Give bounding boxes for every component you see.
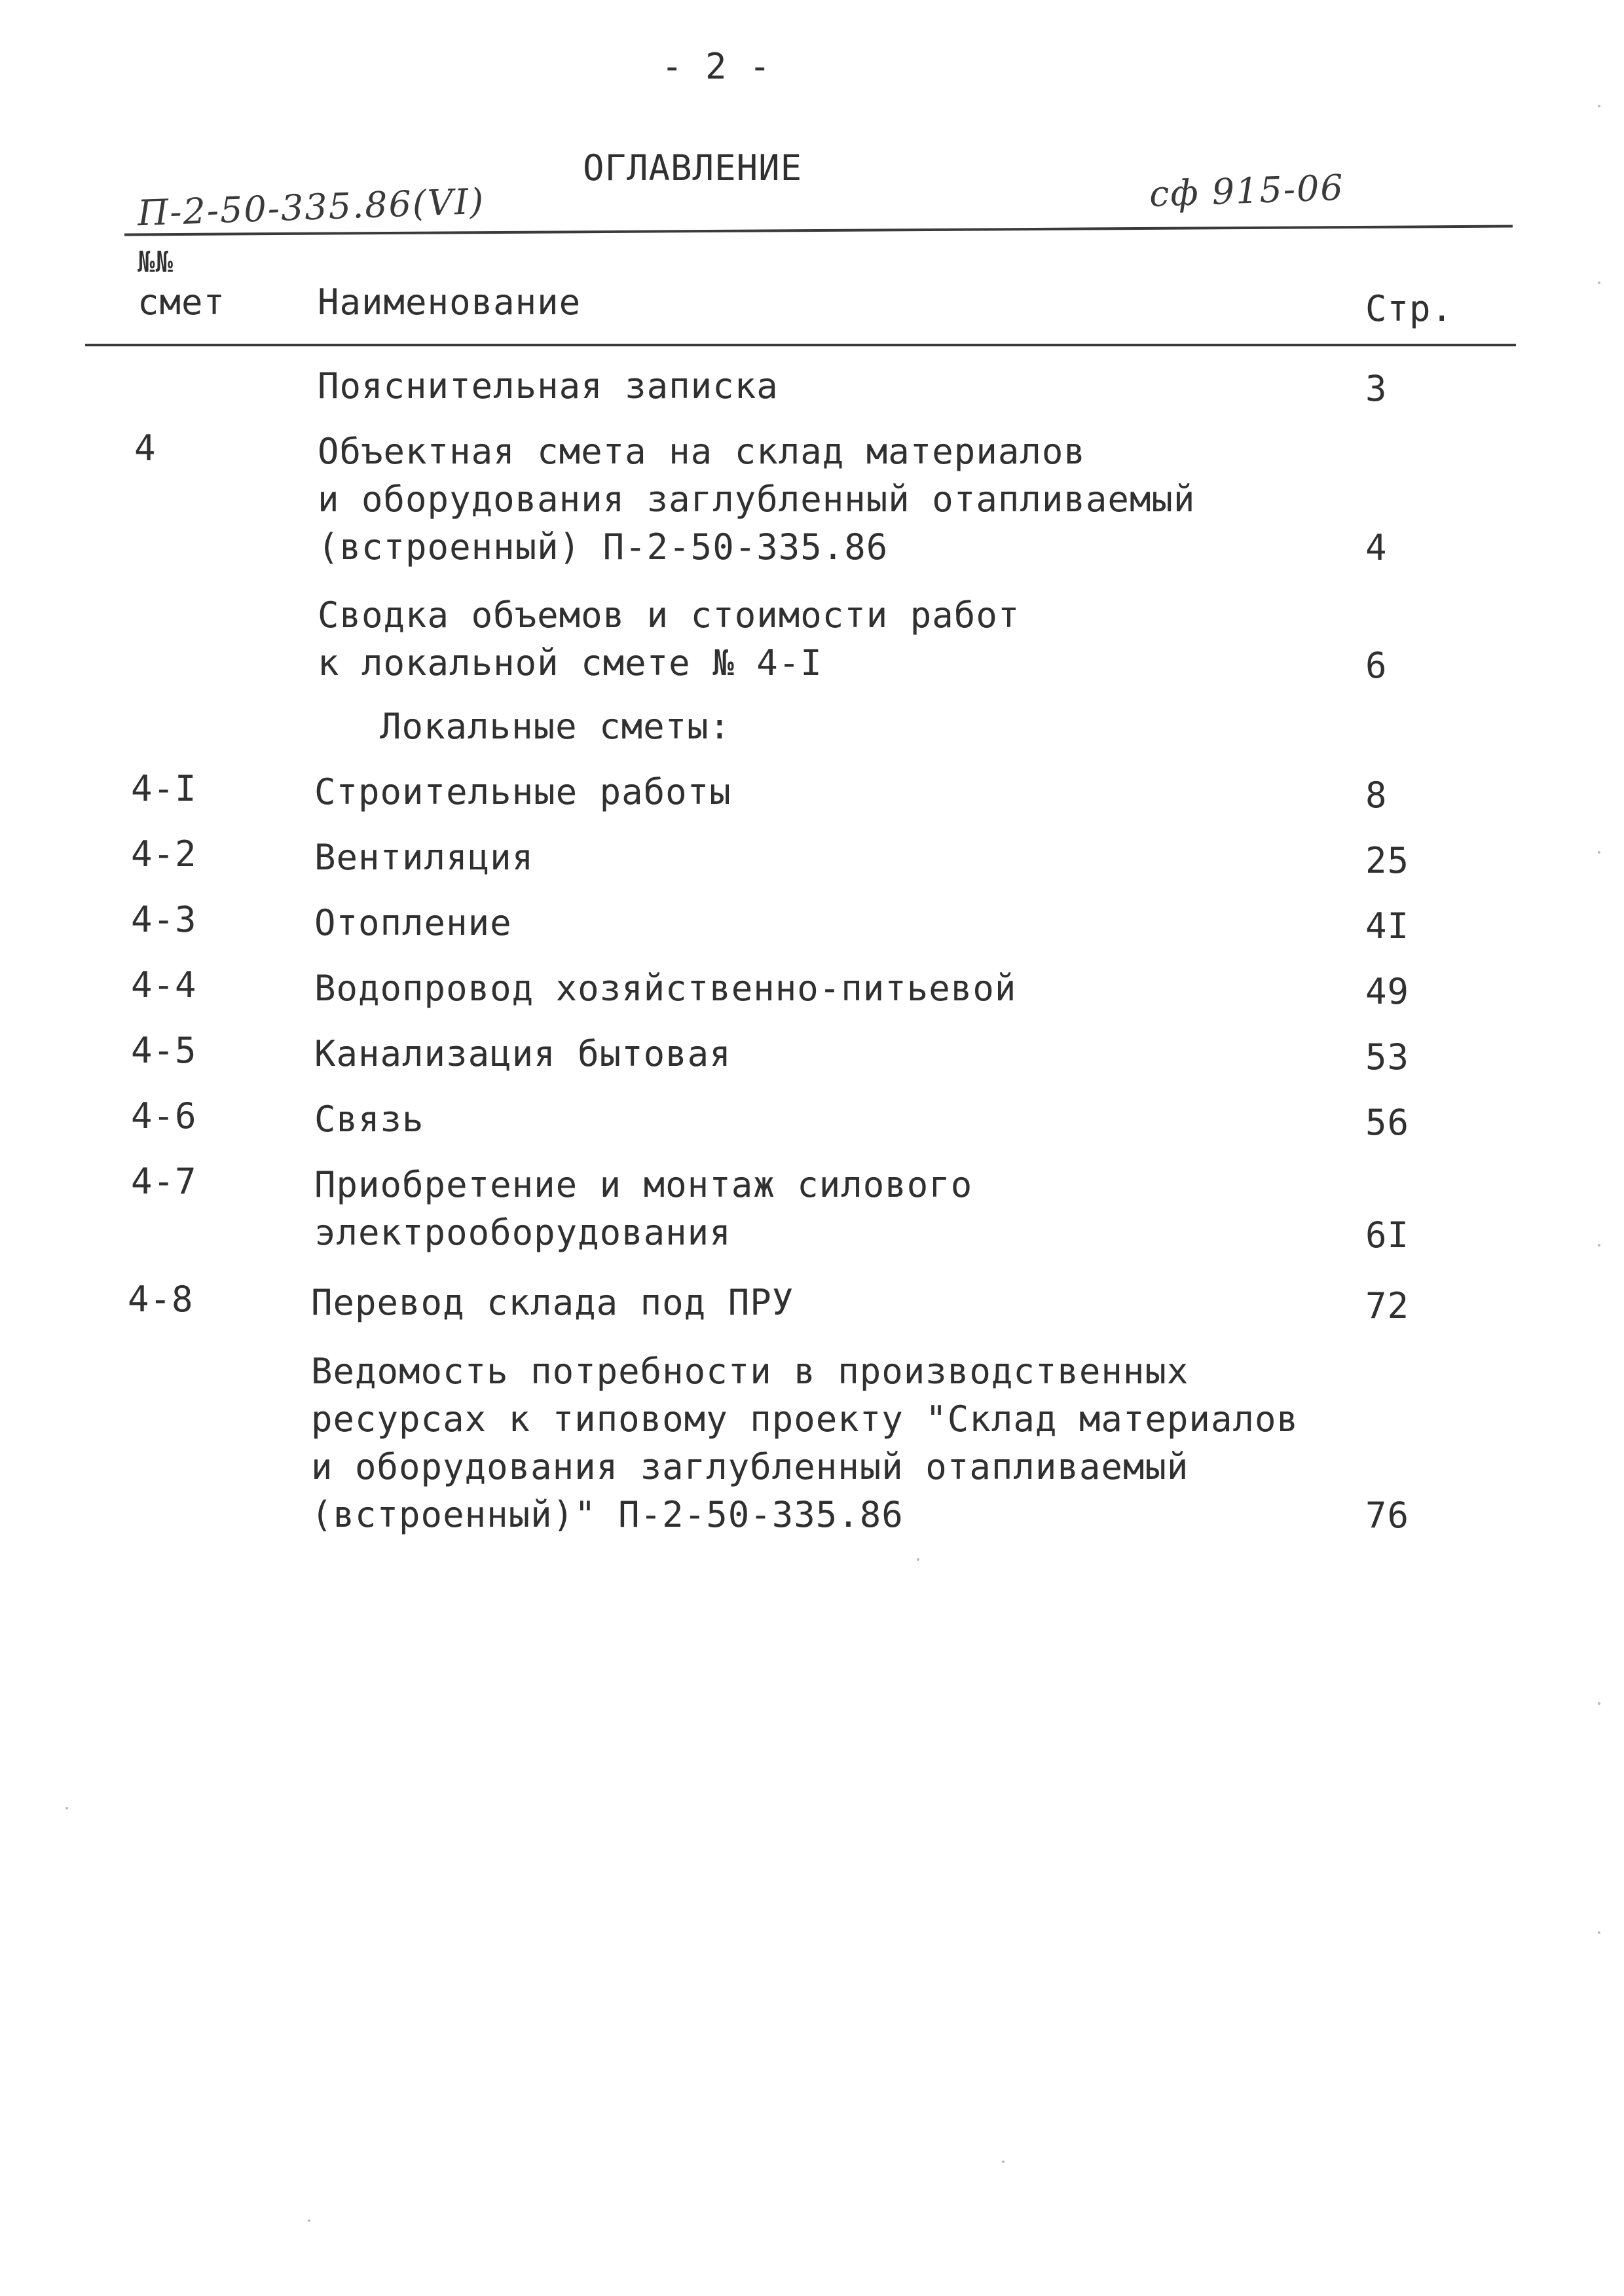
entry-number: 4-2 (131, 833, 197, 875)
entry-name: Пояснительная записка (318, 365, 779, 407)
entry-name: Ведомость потребности в производственных ресурсах к типовому проекту "Склад материалов и оборудования заглубленный отапливаемый (встроенный)" П-2-50-335.86 (311, 1351, 1299, 1535)
entry-page: 4 (1365, 527, 1388, 568)
entry-page: 4I (1365, 905, 1410, 947)
entry-name: Сводка объемов и стоимости работ к локальной смете № 4-I (318, 594, 1020, 683)
entry-number: 4-6 (131, 1095, 197, 1137)
entry-number: 4 (134, 428, 157, 469)
entry-page: 53 (1365, 1036, 1410, 1078)
entry-number: 4-4 (131, 964, 197, 1006)
scan-speck (1598, 1702, 1600, 1705)
entry-page: 6 (1365, 645, 1388, 686)
entry-name: Канализация бытовая (314, 1033, 731, 1074)
entry-name: Связь (314, 1099, 424, 1140)
entry-number: 4-7 (131, 1161, 197, 1202)
scan-speck (65, 1807, 68, 1810)
entry-name: Строительные работы (314, 771, 731, 812)
header-rule (85, 344, 1516, 346)
scan-speck (1598, 105, 1600, 107)
scan-speck (1598, 851, 1600, 854)
entry-name: Водопровод хозяйственно-питьевой (314, 968, 1017, 1009)
entry-page: 56 (1365, 1102, 1410, 1143)
entry-page: 76 (1365, 1495, 1410, 1536)
entry-page: 6I (1365, 1214, 1410, 1256)
document-title: ОГЛАВЛЕНИЕ (583, 147, 803, 189)
scan-speck (1598, 1931, 1600, 1934)
section-subheading: Локальные сметы: (380, 706, 731, 747)
entry-number: 4-8 (128, 1279, 194, 1320)
col-header-page: Стр. (1365, 288, 1454, 329)
col-header-num-line2: смет (138, 282, 226, 323)
page-number: - 2 - (661, 46, 771, 87)
entry-page: 8 (1365, 774, 1388, 816)
entry-number: 4-3 (131, 899, 197, 940)
entry-page: 72 (1365, 1285, 1410, 1326)
scan-speck (308, 2219, 310, 2222)
entry-number: 4-5 (131, 1030, 197, 1071)
entry-name: Отопление (314, 902, 512, 943)
scan-speck (917, 1558, 919, 1561)
scan-speck (1598, 1244, 1600, 1247)
scan-speck (1002, 2160, 1005, 2163)
entry-name: Приобретение и монтаж силового электрооборудования (314, 1164, 973, 1253)
entry-name: Объектная смета на склад материалов и оборудования заглубленный отапливаемый (встроенный) П-2-50-335.86 (318, 431, 1196, 568)
entry-page: 49 (1365, 971, 1410, 1012)
col-header-name: Наименование (318, 282, 581, 323)
scan-speck (1598, 282, 1600, 284)
entry-name: Перевод склада под ПРУ (311, 1282, 794, 1323)
handwritten-archive-code: сф 915-06 (1148, 166, 1345, 215)
entry-name: Вентиляция (314, 837, 534, 878)
col-header-num-line1: №№ (138, 246, 174, 279)
entry-page: 3 (1365, 368, 1388, 409)
entry-number: 4-I (131, 768, 197, 809)
entry-page: 25 (1365, 840, 1410, 881)
handwritten-project-code: П-2-50-335.86(VI) (137, 180, 486, 234)
